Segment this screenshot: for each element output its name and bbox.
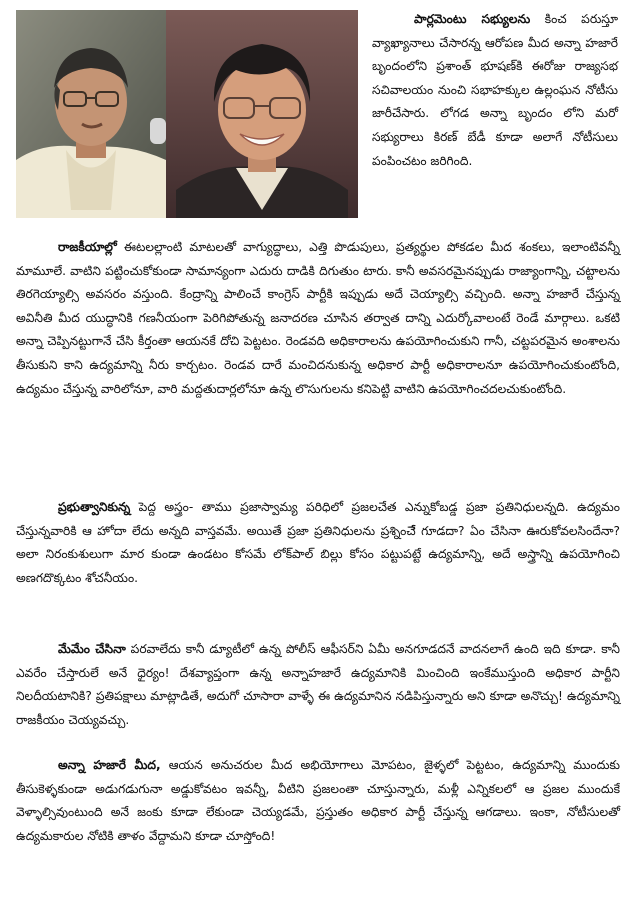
intro-paragraph — [372, 8, 618, 173]
paragraph-4-lead: అన్నా హజారే మీద, — [58, 758, 161, 772]
paragraph-1 — [16, 236, 620, 401]
paragraph-1-text: ఈటలల్లాంటి మాటలతో వాగ్యుద్ధాలు, ఎత్తి పొడుపులు, ప్రత్యర్థుల పోకడల మీద శంకలు, ఇలాంటివన్నీ మామూలే. వాటిని పట్టించుకోకుండా సామాన్యంగా ఎదురు దాడికి దిగుతుం టారు. కానీ అవసరమైనప్పుడు రాజ్యాంగాన్ని, చట్టాలను తిరగెయ్యాల్సి అవసరం వస్తుంది. కేంద్రాన్ని పాలించే కాంగ్రెస్ పార్టీకి ఇప్పుడు అదే చెయ్యాల్సి వచ్చింది. అన్నా హజారే చేస్తున్న అవినీతి మీద యుద్ధానికి గణనీయంగా పెరిగిపోతున్న జనాదరణ చూసిన తర్వాత దాన్ని ఎదుర్కోవాలంటే రెండే మార్గాలు. ఒకటి అన్నా చెప్పినట్టుగానే చేసి కీర్తంతా ఆయనకే దోచి పెట్టటం. రెండవది అధికారాలను ఉపయోగించుకుని గానీ, చట్టపరమైన అంశాలను తీసుకుని కాని ఉద్యమాన్ని నీరు కార్చటం. రెండవ దారే మంచిదనుకున్న అధికార పార్టీ అధికారాలనూ ఉపయోగించుకుంటోంది, ఉద్యమం చేస్తున్న వారిలోనూ, వారి మద్దతుదార్లలోనూ ఉన్న లొసుగులను కనిపెట్టి వాటిని ఉపయోగించదలచుకుంటోంది. — [16, 240, 620, 396]
intro-text: కించ పరుస్తూ వ్యాఖ్యానాలు చేసారన్న ఆరోపణ మీద అన్నా హజారే బృందంలోని ప్రశాంత్ భూషణ్‌కి ఈరోజు రాజ్యసభ సచివాలయం నుంచి సభాహక్కుల ఉల్లంఘన నోటీసు జారీచేసారు. లోగడ అన్నా బృందం లోని మరో సభ్యురాలు కిరణ్ బేడీ కూడా అలాగే నోటీసులు పంపించటం జరిగింది. — [372, 12, 618, 168]
paragraph-2-lead: ప్రభుత్వానికున్న — [58, 500, 131, 514]
paragraph-4-text: ఆయన అనుచరుల మీద అభియోగాలు మోపటం, జైళ్ళలో పెట్టటం, ఉద్యమాన్ని ముందుకు తీసుకెళ్ళకుండా అడుగడుగునా అడ్డుకోవటం ఇవన్నీ, వీటిని ప్రజలంతా చూస్తున్నారు, మళ్లీ ఎన్నికలలో ఆ ప్రజల ముందుకే వెళ్ళాల్సివుంటుంది అనే జంకు కూడా లేకుండా చెయ్యడమే, ప్రస్తుతం అధికార పార్టీ చేస్తున్న ఆగడాలు. ఇంకా, నోటీసులతో ఉద్యమకారుల నోటికి తాళం వేద్దామని కూడా చూస్తోంది! — [16, 758, 620, 843]
paragraph-1-lead: రాజకీయాల్లో — [58, 240, 117, 254]
paragraph-3-lead: మేమేం చేసినా — [58, 642, 126, 656]
kiran-bedi-photo — [166, 10, 358, 218]
paragraph-4 — [16, 754, 620, 848]
paragraph-3 — [16, 638, 620, 732]
paragraph-3-text: పరవాలేదు కానీ డ్యూటీలో ఉన్న పోలీస్ ఆఫీసర్‌ని ఏమీ అనగూడదనే వాదనలాగే ఉంది ఇది కూడా. కానీ ఎవరేం చేస్తారులే అనే ధైర్యం! దేశవ్యాప్తంగా ఉన్న అన్నాహజారే ఉద్యమానికి మించింది ఇంకేముస్తుంది అధికార పార్టీని నిలదీయటానికి? ప్రతిపక్షాలు మాట్లాడితే, అదుగో చూసారా వాళ్ళే ఈ ఉద్యమానిన నడిపిస్తున్నారు అని కూడా అనొచ్చు! ఉద్యమాన్ని రాజకీయం చెయ్యవచ్చు. — [16, 642, 620, 727]
intro-lead: పార్లమెంటు సభ్యులను — [414, 12, 531, 26]
photo-collage — [16, 10, 358, 218]
prashant-bhushan-photo — [16, 10, 166, 218]
paragraph-2-text: పెద్ద అస్త్రం- తాము ప్రజాస్వామ్య పరిధిలో ప్రజలచేత ఎన్నుకోబడ్డ ప్రజా ప్రతినిధులన్నది. ఉద్యమం చేస్తున్నవారికి ఆ హోదా లేదు అన్నది వాస్తవమే. అయితే ప్రజా ప్రతినిధులను ప్రశ్నించేే గూడదా? ఏం చేసినా ఊరుకోవలసిందేనా? అలా నిరంకుశులుగా మార కుండా ఉండటం కోసమే లోక్‌పాల్ బిల్లు కోసం పట్టుపట్టే ఉద్యమాన్ని, అదే అస్త్రాన్ని ఉపయోగించి అణగదొక్కటం శోచనీయం. — [16, 500, 620, 585]
paragraph-2 — [16, 496, 620, 590]
